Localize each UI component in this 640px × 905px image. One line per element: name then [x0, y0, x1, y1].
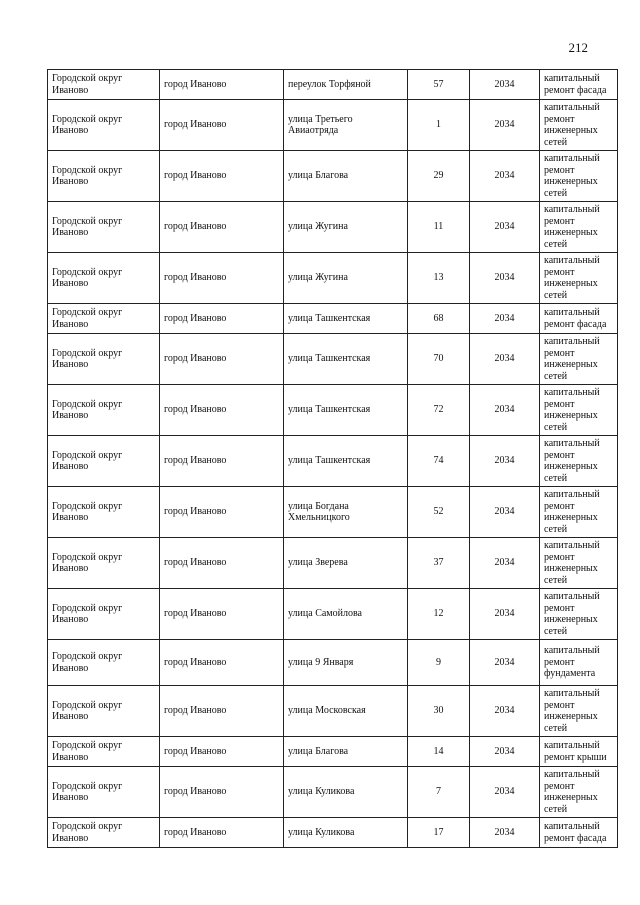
cell-street: улица Зверева	[284, 538, 408, 589]
cell-district: Городской округ Иваново	[48, 100, 160, 151]
cell-district: Городской округ Иваново	[48, 818, 160, 848]
cell-year: 2034	[470, 436, 540, 487]
cell-street: улица Третьего Авиаотряда	[284, 100, 408, 151]
cell-district: Городской округ Иваново	[48, 686, 160, 737]
cell-street: улица Ташкентская	[284, 385, 408, 436]
cell-district: Городской округ Иваново	[48, 436, 160, 487]
cell-city: город Иваново	[160, 304, 284, 334]
cell-street: улица Ташкентская	[284, 334, 408, 385]
table-row	[48, 253, 618, 304]
cell-district: Городской округ Иваново	[48, 253, 160, 304]
table-row	[48, 487, 618, 538]
cell-city: город Иваново	[160, 202, 284, 253]
table-row	[48, 818, 618, 848]
cell-street: улица Московская	[284, 686, 408, 737]
table-row	[48, 334, 618, 385]
cell-street: улица Богдана Хмельницкого	[284, 487, 408, 538]
cell-work: капитальный ремонт инженерных сетей	[540, 589, 618, 640]
cell-house: 29	[408, 151, 470, 202]
cell-work: капитальный ремонт фасада	[540, 818, 618, 848]
cell-city: город Иваново	[160, 686, 284, 737]
cell-work: капитальный ремонт инженерных сетей	[540, 487, 618, 538]
cell-year: 2034	[470, 686, 540, 737]
cell-work: капитальный ремонт инженерных сетей	[540, 253, 618, 304]
cell-work: капитальный ремонт инженерных сетей	[540, 385, 618, 436]
cell-street: улица Ташкентская	[284, 436, 408, 487]
cell-district: Городской округ Иваново	[48, 538, 160, 589]
cell-city: город Иваново	[160, 334, 284, 385]
cell-work: капитальный ремонт инженерных сетей	[540, 538, 618, 589]
cell-year: 2034	[470, 70, 540, 100]
cell-district: Городской округ Иваново	[48, 589, 160, 640]
cell-city: город Иваново	[160, 737, 284, 767]
cell-work: капитальный ремонт инженерных сетей	[540, 100, 618, 151]
cell-year: 2034	[470, 737, 540, 767]
cell-year: 2034	[470, 100, 540, 151]
cell-year: 2034	[470, 253, 540, 304]
cell-district: Городской округ Иваново	[48, 70, 160, 100]
cell-district: Городской округ Иваново	[48, 767, 160, 818]
cell-district: Городской округ Иваново	[48, 304, 160, 334]
cell-work: капитальный ремонт инженерных сетей	[540, 151, 618, 202]
cell-work: капитальный ремонт инженерных сетей	[540, 436, 618, 487]
cell-year: 2034	[470, 304, 540, 334]
table-row	[48, 151, 618, 202]
cell-work: капитальный ремонт фасада	[540, 304, 618, 334]
cell-year: 2034	[470, 818, 540, 848]
cell-year: 2034	[470, 385, 540, 436]
cell-city: город Иваново	[160, 767, 284, 818]
cell-city: город Иваново	[160, 436, 284, 487]
cell-house: 9	[408, 640, 470, 686]
cell-house: 74	[408, 436, 470, 487]
cell-year: 2034	[470, 538, 540, 589]
cell-year: 2034	[470, 202, 540, 253]
cell-work: капитальный ремонт инженерных сетей	[540, 686, 618, 737]
cell-house: 52	[408, 487, 470, 538]
cell-year: 2034	[470, 589, 540, 640]
cell-house: 30	[408, 686, 470, 737]
cell-house: 12	[408, 589, 470, 640]
cell-year: 2034	[470, 151, 540, 202]
cell-street: улица 9 Января	[284, 640, 408, 686]
cell-city: город Иваново	[160, 385, 284, 436]
table-row	[48, 304, 618, 334]
cell-city: город Иваново	[160, 100, 284, 151]
table-row	[48, 737, 618, 767]
cell-street: улица Жугина	[284, 253, 408, 304]
cell-street: улица Куликова	[284, 818, 408, 848]
cell-house: 14	[408, 737, 470, 767]
cell-district: Городской округ Иваново	[48, 640, 160, 686]
cell-city: город Иваново	[160, 640, 284, 686]
cell-year: 2034	[470, 767, 540, 818]
cell-street: переулок Торфяной	[284, 70, 408, 100]
table-row	[48, 202, 618, 253]
cell-street: улица Благова	[284, 151, 408, 202]
cell-house: 37	[408, 538, 470, 589]
cell-district: Городской округ Иваново	[48, 737, 160, 767]
cell-city: город Иваново	[160, 253, 284, 304]
cell-district: Городской округ Иваново	[48, 151, 160, 202]
cell-city: город Иваново	[160, 818, 284, 848]
cell-district: Городской округ Иваново	[48, 202, 160, 253]
registry-table	[47, 69, 618, 848]
table-row	[48, 538, 618, 589]
cell-city: город Иваново	[160, 151, 284, 202]
cell-street: улица Ташкентская	[284, 304, 408, 334]
cell-street: улица Самойлова	[284, 589, 408, 640]
cell-work: капитальный ремонт инженерных сетей	[540, 202, 618, 253]
cell-house: 72	[408, 385, 470, 436]
table-row	[48, 70, 618, 100]
cell-city: город Иваново	[160, 589, 284, 640]
cell-house: 57	[408, 70, 470, 100]
page-number: 212	[568, 40, 588, 55]
cell-city: город Иваново	[160, 70, 284, 100]
cell-year: 2034	[470, 640, 540, 686]
table-body	[48, 70, 618, 848]
cell-house: 7	[408, 767, 470, 818]
cell-street: улица Куликова	[284, 767, 408, 818]
table-row	[48, 385, 618, 436]
cell-house: 68	[408, 304, 470, 334]
table-row	[48, 100, 618, 151]
cell-city: город Иваново	[160, 487, 284, 538]
cell-year: 2034	[470, 334, 540, 385]
cell-work: капитальный ремонт инженерных сетей	[540, 767, 618, 818]
cell-work: капитальный ремонт крыши	[540, 737, 618, 767]
cell-work: капитальный ремонт инженерных сетей	[540, 334, 618, 385]
table-row	[48, 640, 618, 686]
cell-district: Городской округ Иваново	[48, 487, 160, 538]
cell-street: улица Жугина	[284, 202, 408, 253]
cell-street: улица Благова	[284, 737, 408, 767]
cell-house: 11	[408, 202, 470, 253]
cell-city: город Иваново	[160, 538, 284, 589]
cell-work: капитальный ремонт фундамента	[540, 640, 618, 686]
cell-house: 70	[408, 334, 470, 385]
cell-house: 13	[408, 253, 470, 304]
table-row	[48, 436, 618, 487]
cell-year: 2034	[470, 487, 540, 538]
cell-work: капитальный ремонт фасада	[540, 70, 618, 100]
cell-house: 1	[408, 100, 470, 151]
table-row	[48, 686, 618, 737]
table-row	[48, 589, 618, 640]
table-row	[48, 767, 618, 818]
cell-district: Городской округ Иваново	[48, 385, 160, 436]
cell-district: Городской округ Иваново	[48, 334, 160, 385]
cell-house: 17	[408, 818, 470, 848]
